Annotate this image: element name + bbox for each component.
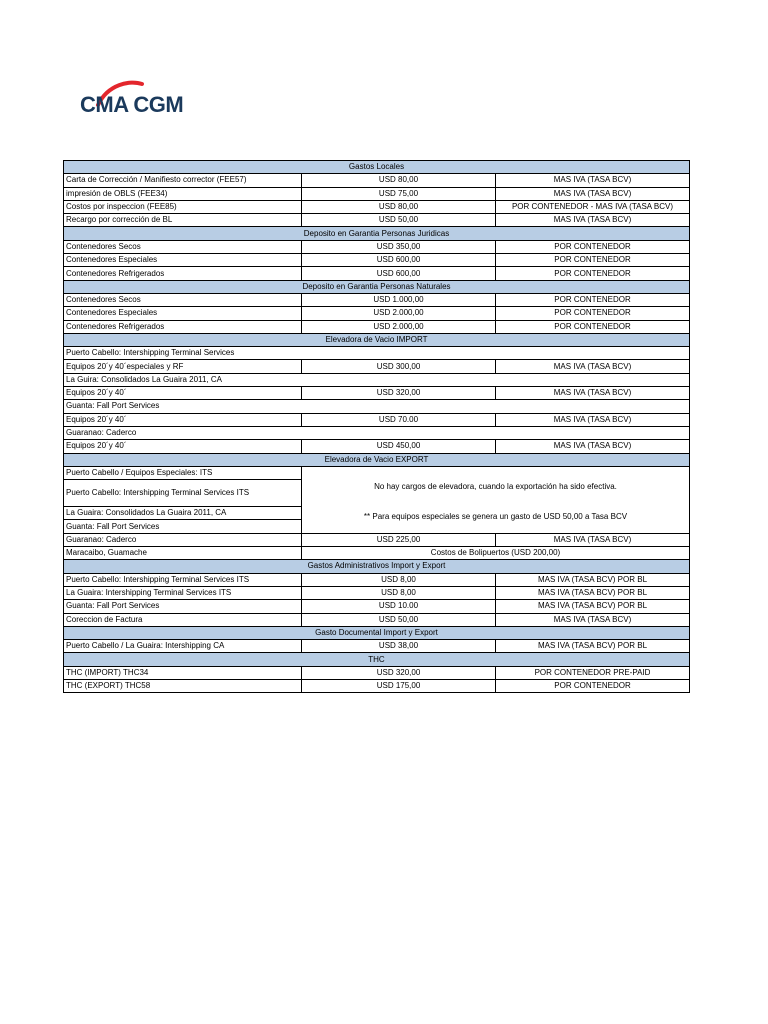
- row-label: Maracaibo, Guamache: [64, 547, 302, 560]
- table-row: [64, 466, 690, 479]
- row-label: Puerto Cabello: Intershipping Terminal Services ITS: [64, 573, 302, 586]
- export-note-spacer: [304, 497, 687, 507]
- row-label: THC (EXPORT) THC58: [64, 679, 302, 692]
- table-row: [64, 373, 690, 386]
- section-header-row: [64, 453, 690, 466]
- table-row: [64, 533, 690, 546]
- section-header-row: [64, 333, 690, 346]
- table-row: [64, 254, 690, 267]
- table-row: [64, 360, 690, 373]
- row-amount: USD 175,00: [302, 679, 496, 692]
- row-label: Equipos 20´y 40´especiales y RF: [64, 360, 302, 373]
- table-row: [64, 666, 690, 679]
- row-label: THC (IMPORT) THC34: [64, 666, 302, 679]
- export-note-primary: No hay cargos de elevadora, cuando la exportación ha sido efectiva.: [374, 481, 617, 491]
- table-row: [64, 573, 690, 586]
- row-label: La Guira: Consolidados La Guaira 2011, CA: [64, 373, 690, 386]
- row-condition: POR CONTENEDOR: [496, 307, 690, 320]
- row-condition: POR CONTENEDOR: [496, 254, 690, 267]
- row-condition: MAS IVA (TASA BCV) POR BL: [496, 600, 690, 613]
- table-row: [64, 267, 690, 280]
- row-amount: USD 1.000,00: [302, 293, 496, 306]
- row-condition: MAS IVA (TASA BCV): [496, 533, 690, 546]
- row-label: impresión de OBLS (FEE34): [64, 187, 302, 200]
- section-header: Gastos Administrativos Import y Export: [64, 560, 690, 573]
- row-label: Coreccion de Factura: [64, 613, 302, 626]
- row-label: Equipos 20´y 40´: [64, 387, 302, 400]
- table-row: [64, 214, 690, 227]
- table-row: [64, 174, 690, 187]
- table-row: [64, 347, 690, 360]
- row-amount: USD 38,00: [302, 640, 496, 653]
- section-header-row: [64, 653, 690, 666]
- row-amount: USD 225,00: [302, 533, 496, 546]
- row-label: Costos por inspeccion (FEE85): [64, 200, 302, 213]
- row-condition: MAS IVA (TASA BCV): [496, 174, 690, 187]
- section-header-row: [64, 161, 690, 174]
- row-label: Guaranao: Caderco: [64, 426, 690, 439]
- table-row: [64, 413, 690, 426]
- row-amount: USD 300,00: [302, 360, 496, 373]
- table-row: [64, 613, 690, 626]
- table-row: [64, 293, 690, 306]
- row-amount: USD 350,00: [302, 240, 496, 253]
- table-row: [64, 547, 690, 560]
- section-header-row: [64, 626, 690, 639]
- table-row: [64, 600, 690, 613]
- row-condition: MAS IVA (TASA BCV): [496, 360, 690, 373]
- row-label: La Guaira: Intershipping Terminal Services ITS: [64, 586, 302, 599]
- row-label: Puerto Cabello: Intershipping Terminal Services ITS: [64, 480, 302, 507]
- row-amount: USD 80,00: [302, 174, 496, 187]
- row-label: Contenedores Especiales: [64, 254, 302, 267]
- row-condition: POR CONTENEDOR PRE-PAID: [496, 666, 690, 679]
- table-row: [64, 320, 690, 333]
- row-condition: Costos de Bolipuertos (USD 200,00): [302, 547, 690, 560]
- row-label: Guanta: Fall Port Services: [64, 400, 690, 413]
- row-amount: USD 8,00: [302, 586, 496, 599]
- fees-table: [63, 160, 690, 693]
- section-header: Gasto Documental Import y Export: [64, 626, 690, 639]
- row-label: Contenedores Secos: [64, 293, 302, 306]
- fees-table-body: [64, 161, 690, 693]
- row-amount: USD 320,00: [302, 387, 496, 400]
- row-amount: USD 320,00: [302, 666, 496, 679]
- section-header: Deposito en Garantia Personas Juridicas: [64, 227, 690, 240]
- row-label: La Guaira: Consolidados La Guaira 2011, CA: [64, 507, 302, 520]
- section-header: Elevadora de Vacio IMPORT: [64, 333, 690, 346]
- table-row: [64, 586, 690, 599]
- table-row: [64, 400, 690, 413]
- row-condition: MAS IVA (TASA BCV): [496, 413, 690, 426]
- row-amount: USD 50,00: [302, 613, 496, 626]
- row-condition: MAS IVA (TASA BCV) POR BL: [496, 586, 690, 599]
- row-amount: USD 450,00: [302, 440, 496, 453]
- table-row: [64, 679, 690, 692]
- row-amount: USD 80,00: [302, 200, 496, 213]
- row-label: Carta de Corrección / Manifiesto corrector (FEE57): [64, 174, 302, 187]
- row-condition: MAS IVA (TASA BCV) POR BL: [496, 573, 690, 586]
- export-note-secondary: ** Para equipos especiales se genera un gasto de USD 50,00 a Tasa BCV: [363, 511, 628, 521]
- row-amount: USD 10.00: [302, 600, 496, 613]
- row-condition: POR CONTENEDOR: [496, 267, 690, 280]
- table-row: [64, 440, 690, 453]
- row-condition: POR CONTENEDOR: [496, 240, 690, 253]
- section-header: THC: [64, 653, 690, 666]
- row-condition: MAS IVA (TASA BCV): [496, 387, 690, 400]
- row-condition: POR CONTENEDOR: [496, 679, 690, 692]
- row-label: Contenedores Secos: [64, 240, 302, 253]
- section-header: Deposito en Garantia Personas Naturales: [64, 280, 690, 293]
- row-condition: POR CONTENEDOR: [496, 293, 690, 306]
- table-row: [64, 640, 690, 653]
- logo-text: CMA CGM: [80, 92, 184, 117]
- table-row: [64, 240, 690, 253]
- row-label: Contenedores Refrigerados: [64, 320, 302, 333]
- row-amount: USD 2.000,00: [302, 307, 496, 320]
- row-label: Equipos 20´y 40´: [64, 413, 302, 426]
- export-note-cell: [302, 466, 690, 533]
- row-amount: USD 75,00: [302, 187, 496, 200]
- row-label: Recargo por corrección de BL: [64, 214, 302, 227]
- row-label: Contenedores Especiales: [64, 307, 302, 320]
- row-label: Puerto Cabello: Intershipping Terminal Services: [64, 347, 690, 360]
- table-row: [64, 200, 690, 213]
- row-condition: MAS IVA (TASA BCV): [496, 214, 690, 227]
- row-condition: MAS IVA (TASA BCV): [496, 613, 690, 626]
- table-row: [64, 426, 690, 439]
- section-header: Gastos Locales: [64, 161, 690, 174]
- section-header-row: [64, 560, 690, 573]
- row-label: Contenedores Refrigerados: [64, 267, 302, 280]
- table-row: [64, 387, 690, 400]
- section-header: Elevadora de Vacio EXPORT: [64, 453, 690, 466]
- row-amount: USD 2.000,00: [302, 320, 496, 333]
- section-header-row: [64, 280, 690, 293]
- row-amount: USD 600,00: [302, 254, 496, 267]
- row-condition: POR CONTENEDOR - MAS IVA (TASA BCV): [496, 200, 690, 213]
- row-amount: USD 8,00: [302, 573, 496, 586]
- row-label: Guanta: Fall Port Services: [64, 520, 302, 533]
- row-condition: POR CONTENEDOR: [496, 320, 690, 333]
- row-label: Equipos 20´y 40´: [64, 440, 302, 453]
- row-label: Puerto Cabello / La Guaira: Intershipping CA: [64, 640, 302, 653]
- row-condition: MAS IVA (TASA BCV): [496, 440, 690, 453]
- row-label: Guaranao: Caderco: [64, 533, 302, 546]
- row-amount: USD 50,00: [302, 214, 496, 227]
- table-row: [64, 307, 690, 320]
- row-condition: MAS IVA (TASA BCV) POR BL: [496, 640, 690, 653]
- row-amount: USD 70.00: [302, 413, 496, 426]
- cma-cgm-logo: [78, 78, 184, 128]
- section-header-row: [64, 227, 690, 240]
- row-label: Guanta: Fall Port Services: [64, 600, 302, 613]
- row-label: Puerto Cabello / Equipos Especiales: ITS: [64, 466, 302, 479]
- row-condition: MAS IVA (TASA BCV): [496, 187, 690, 200]
- table-row: [64, 187, 690, 200]
- row-amount: USD 600,00: [302, 267, 496, 280]
